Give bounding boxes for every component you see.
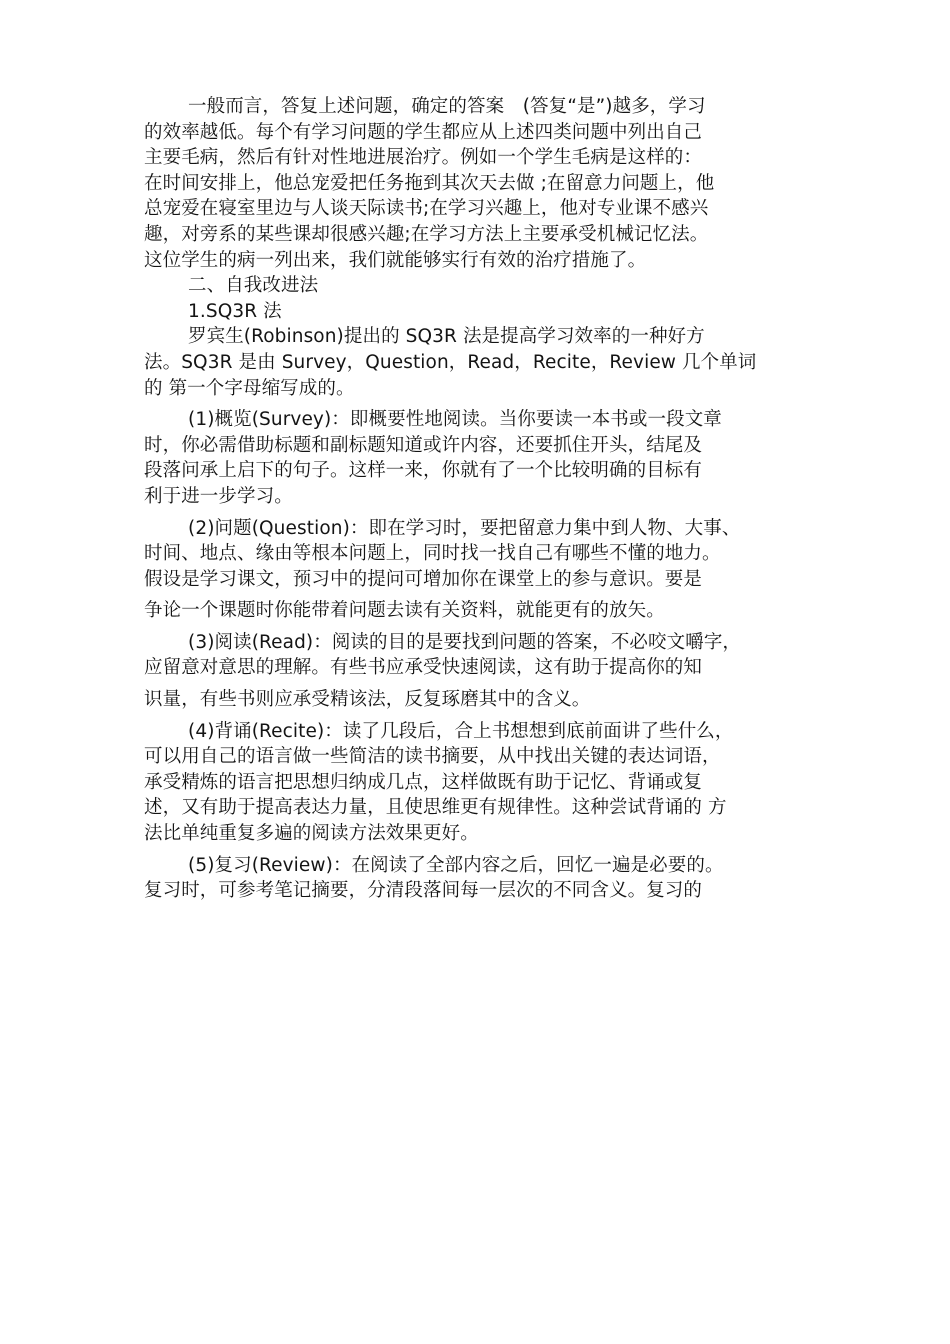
text-line: 罗宾生(Robinson)提出的 SQ3R 法是提高学习效率的一种好方 [188, 326, 705, 348]
text-line: 应留意对意思的理解。有些书应承受快速阅读，这有助于提高你的知 [144, 657, 703, 679]
text-line: 法比单纯重复多遍的阅读方法效果更好。 [144, 823, 479, 845]
text-line: 可以用自己的语言做一些简洁的读书摘要，从中找出关键的表达词语， [144, 746, 721, 768]
text-line: 在时间安排上，他总宠爱把任务拖到其次天去做 ;在留意力问题上，他 [144, 172, 715, 194]
text-line: (3)阅读(Read)：阅读的目的是要找到问题的答案，不必咬文嚼字， [188, 631, 742, 653]
text-line: (4)背诵(Recite)：读了几段后，合上书想想到底前面讲了些什么， [188, 720, 734, 742]
text-line: 争论一个课题时你能带着问题去读有关资料，就能更有的放矢。 [144, 600, 665, 622]
text-line: (2)问题(Question)：即在学习时，要把留意力集中到人物、大事、 [188, 517, 741, 539]
text-line: 时间、地点、缘由等根本问题上，同时找一找自己有哪些不懂的地力。 [144, 543, 721, 565]
text-line: 的效率越低。每个有学习问题的学生都应从上述四类问题中列出自己 [144, 121, 703, 143]
text-line: 法。SQ3R 是由 Survey，Question，Read，Recite，Review 几个单词 [144, 351, 757, 373]
document-text-body [144, 94, 844, 904]
text-line: 假设是学习课文，预习中的提问可增加你在课堂上的参与意识。要是 [144, 568, 703, 590]
text-line: 述，又有助于提高表达力量，且使思维更有规律性。这种尝试背诵的 方 [144, 797, 727, 819]
section-heading: 二、自我改进法 [188, 275, 319, 297]
text-line: 趣，对旁系的某些课却很感兴趣;在学习方法上主要承受机械记忆法。 [144, 223, 709, 245]
text-line: 一般而言，答复上述问题，确定的答案 (答复“是”)越多，学习 [188, 96, 706, 117]
text-line: 总宠爱在寝室里边与人谈天际读书;在学习兴趣上，他对专业课不感兴 [144, 198, 709, 220]
text-line: 承受精炼的语言把思想归纳成几点，这样做既有助于记忆、背诵或复 [144, 771, 703, 793]
text-line: (1)概览(Survey)：即概要性地阅读。当你要读一本书或一段文章 [188, 409, 722, 431]
subsection-heading: 1.SQ3R 法 [188, 300, 282, 322]
text-line: 主要毛病，然后有针对性地进展治疗。例如一个学生毛病是这样的： [144, 147, 703, 169]
text-line: 时，你必需借助标题和副标题知道或许内容，还要抓住开头，结尾及 [144, 434, 703, 456]
text-line: 段落问承上启下的句子。这样一来，你就有了一个比较明确的目标有 [144, 460, 703, 482]
text-line: 利于进一步学习。 [144, 485, 293, 507]
text-line: 复习时，可参考笔记摘要，分清段落间每一层次的不同含义。复习的 [144, 880, 703, 902]
text-line: 识量，有些书则应承受精该法，反复琢磨其中的含义。 [144, 689, 591, 711]
text-line: 的 第一个字母缩写成的。 [144, 377, 355, 399]
text-line: 这位学生的病一列出来，我们就能够实行有效的治疗措施了。 [144, 249, 647, 271]
text-line: (5)复习(Review)：在阅读了全部内容之后，回忆一遍是必要的。 [188, 854, 724, 876]
